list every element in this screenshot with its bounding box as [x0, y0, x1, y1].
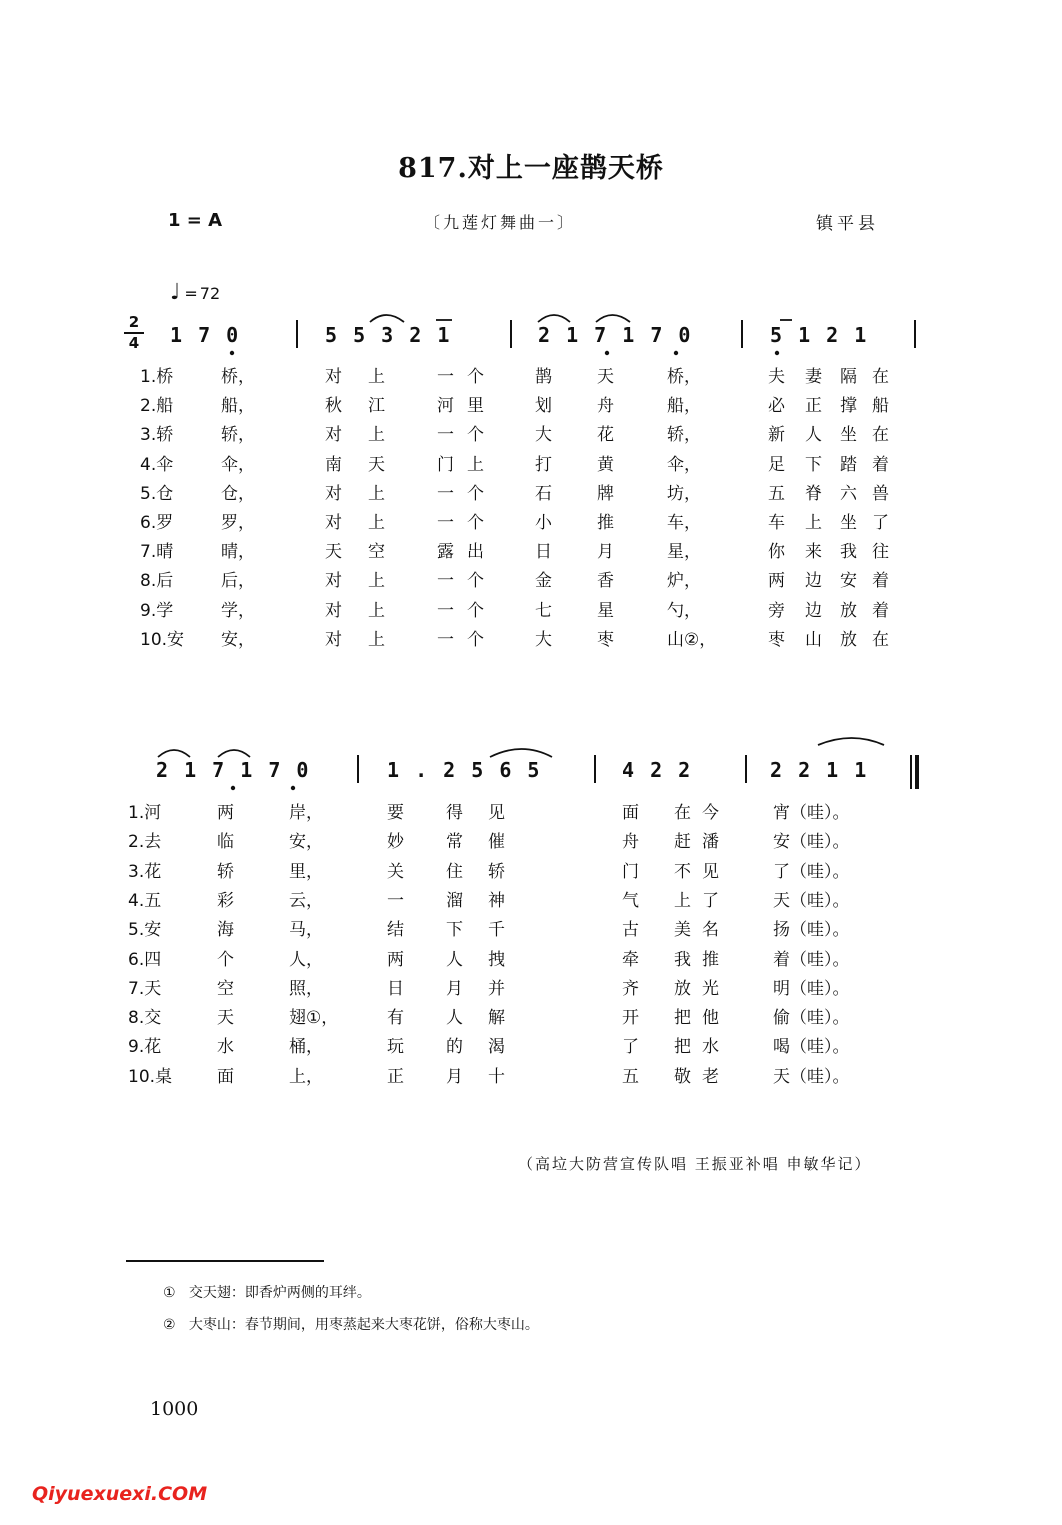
verse1-lyric: 晴，	[221, 542, 255, 563]
site-watermark: Qiyuexuexi.COM	[32, 1483, 208, 1505]
verse2-lyric: 五	[622, 1066, 639, 1087]
verse1-lyric: 一	[437, 600, 454, 621]
verse2-lyric: 安，	[289, 832, 323, 853]
verse2-lyric: 关	[387, 861, 404, 882]
verse2-lyric: 里，	[289, 861, 323, 882]
verse2-lyric: 月	[446, 1066, 463, 1087]
verse1-lyric: 6.罗	[140, 513, 174, 533]
verse2-lyric: 天（哇）。	[773, 890, 850, 911]
verse1-lyric: 打	[535, 454, 552, 475]
song-subtitle: 〔九莲灯舞曲一〕	[424, 213, 577, 232]
measure-1-4: 5 1 2 1	[770, 323, 869, 347]
verse1-lyric: 上	[368, 513, 385, 533]
verse1-lyric: 星	[597, 600, 614, 621]
verse1-lyric: 上	[467, 454, 484, 475]
footnote-divider	[126, 1260, 324, 1262]
verse2-lyric: 面	[622, 803, 639, 823]
verse2-lyric: 开	[622, 1008, 639, 1029]
measure-2-2: 1 . 2 5 6 5	[387, 758, 542, 782]
verse1-lyric: 一	[437, 483, 454, 504]
measure-1-2: 5 5 3 2 1	[325, 323, 452, 347]
verse1-lyric: 鹊	[535, 367, 552, 387]
verse2-lyric: 宵（哇）。	[773, 803, 850, 823]
verse1-lyric: 车，	[667, 513, 701, 533]
verse1-lyric: 对	[325, 629, 342, 650]
verse1-lyric: 一	[437, 629, 454, 650]
verse1-lyric: 往	[872, 542, 889, 563]
verse1-lyric: 着	[872, 600, 889, 621]
verse1-lyric: 在	[872, 629, 889, 650]
verse2-lyric: 十	[488, 1066, 505, 1087]
verse1-lyric: 对	[325, 367, 342, 387]
verse2-lyric: 见	[702, 861, 719, 882]
quarter-note-icon: ♩	[170, 280, 181, 305]
verse1-lyric: 星，	[667, 542, 701, 563]
verse1-lyric: 花	[597, 425, 614, 446]
verse2-lyric: 今	[702, 803, 719, 823]
region-label: 镇平县	[816, 214, 879, 234]
verse1-lyric: 坊，	[667, 483, 701, 504]
verse1-lyric: 伞，	[667, 454, 701, 475]
verse1-lyric: 下	[805, 454, 822, 475]
verse1-lyric: 勺，	[667, 600, 701, 621]
verse2-lyric: 岸，	[289, 803, 323, 823]
verse2-lyric: 住	[446, 861, 463, 882]
verse2-lyric: 正	[387, 1066, 404, 1087]
verse1-lyric: 对	[325, 571, 342, 592]
verse2-lyric: 喝（哇）。	[773, 1037, 850, 1058]
verse2-lyric: 明（哇）。	[773, 978, 850, 999]
verse2-lyric: 光	[702, 978, 719, 999]
verse1-lyric: 大	[535, 425, 552, 446]
verse2-lyric: 两	[217, 803, 234, 823]
verse1-lyric: 六	[840, 483, 857, 504]
verse2-lyric: 人，	[289, 949, 323, 970]
verse2-lyric: 上	[674, 890, 691, 911]
verse2-lyric: 照，	[289, 978, 323, 999]
verse1-lyric: 石	[535, 483, 552, 504]
verse1-lyric: 大	[535, 629, 552, 650]
key-signature: 1 = A	[168, 210, 223, 231]
verse2-lyric: 人	[446, 949, 463, 970]
time-signature: 2 4	[124, 314, 144, 352]
verse1-lyric: 后，	[221, 571, 255, 592]
verse2-lyric: 空	[217, 978, 234, 999]
verse2-lyric: 临	[217, 832, 234, 853]
verse2-lyric: 桶，	[289, 1037, 323, 1058]
verse2-lyric: 偷（哇）。	[773, 1008, 850, 1029]
verse1-lyric: 正	[805, 396, 822, 417]
verse2-lyric: 要	[387, 803, 404, 823]
verse1-lyric: 放	[840, 629, 857, 650]
footnote-1: ① 交天翅：即香炉两侧的耳绊。	[163, 1285, 371, 1301]
page-number: 1000	[150, 1398, 199, 1420]
verse1-lyric: 4.伞	[140, 454, 174, 475]
verse1-lyric: 黄	[597, 454, 614, 475]
verse1-lyric: 上	[368, 367, 385, 387]
verse2-lyric: 渴	[488, 1037, 505, 1058]
verse1-lyric: 划	[535, 396, 552, 417]
verse1-lyric: 船	[872, 396, 889, 417]
verse1-lyric: 车	[768, 513, 785, 533]
verse1-lyric: 学，	[221, 600, 255, 621]
verse1-lyric: 安，	[221, 629, 255, 650]
verse2-lyric: 妙	[387, 832, 404, 853]
verse1-lyric: 小	[535, 513, 552, 533]
verse1-lyric: 来	[805, 542, 822, 563]
verse1-lyric: 坐	[840, 513, 857, 533]
verse2-lyric: 敬	[674, 1066, 691, 1087]
verse1-lyric: 必	[768, 396, 785, 417]
verse2-lyric: 拽	[488, 949, 505, 970]
verse1-lyric: 河	[437, 396, 454, 417]
verse1-lyric: 在	[872, 367, 889, 387]
verse1-lyric: 舟	[597, 396, 614, 417]
verse1-lyric: 牌	[597, 483, 614, 504]
verse1-lyric: 桥，	[221, 367, 255, 387]
verse1-lyric: 撑	[840, 396, 857, 417]
verse2-lyric: 扬（哇）。	[773, 920, 850, 941]
verse1-lyric: 推	[597, 513, 614, 533]
verse1-lyric: 枣	[768, 629, 785, 650]
verse2-lyric: 上，	[289, 1066, 323, 1087]
verse1-lyric: 轿，	[221, 425, 255, 446]
verse2-lyric: 把	[674, 1037, 691, 1058]
verse2-lyric: 人	[446, 1008, 463, 1029]
verse1-lyric: 炉，	[667, 571, 701, 592]
verse1-lyric: 出	[467, 542, 484, 563]
verse1-lyric: 我	[840, 542, 857, 563]
verse1-lyric: 里	[467, 396, 484, 417]
verse1-lyric: 山②，	[667, 629, 717, 650]
verse2-lyric: 8.交	[128, 1008, 162, 1029]
song-title: 817.对上一座鹊天桥	[398, 153, 664, 184]
verse1-lyric: 人	[805, 425, 822, 446]
tempo-value: 72	[199, 284, 221, 303]
verse2-lyric: 有	[387, 1008, 404, 1029]
verse2-lyric: 天	[217, 1008, 234, 1029]
verse1-lyric: 对	[325, 425, 342, 446]
verse1-lyric: 上	[368, 483, 385, 504]
verse2-lyric: 了	[702, 890, 719, 911]
verse1-lyric: 船，	[667, 396, 701, 417]
verse2-lyric: 潘	[702, 832, 719, 853]
measure-2-3: 4 2 2	[622, 758, 693, 782]
verse1-lyric: 仓，	[221, 483, 255, 504]
verse1-lyric: 罗，	[221, 513, 255, 533]
verse1-lyric: 七	[535, 600, 552, 621]
verse1-lyric: 对	[325, 513, 342, 533]
verse2-lyric: 水	[217, 1037, 234, 1058]
verse1-lyric: 8.后	[140, 571, 174, 592]
verse1-lyric: 两	[768, 571, 785, 592]
verse1-lyric: 边	[805, 571, 822, 592]
verse1-lyric: 了	[872, 513, 889, 533]
verse2-lyric: 把	[674, 1008, 691, 1029]
verse2-lyric: 在	[674, 803, 691, 823]
verse2-lyric: 见	[488, 803, 505, 823]
verse2-lyric: 一	[387, 890, 404, 911]
measure-1-1: 1 7 0	[170, 323, 241, 347]
verse1-lyric: 上	[368, 629, 385, 650]
verse2-lyric: 结	[387, 920, 404, 941]
verse1-lyric: 踏	[840, 454, 857, 475]
performer-credit: （高垃大防营宣传队唱 王振亚补唱 申敏华记）	[518, 1155, 872, 1173]
verse2-lyric: 云，	[289, 890, 323, 911]
verse1-lyric: 新	[768, 425, 785, 446]
verse2-lyric: 海	[217, 920, 234, 941]
verse1-lyric: 一	[437, 425, 454, 446]
verse2-lyric: 并	[488, 978, 505, 999]
verse1-lyric: 着	[872, 454, 889, 475]
verse2-lyric: 着（哇）。	[773, 949, 850, 970]
verse2-lyric: 面	[217, 1066, 234, 1087]
verse1-lyric: 天	[325, 542, 342, 563]
verse2-lyric: 齐	[622, 978, 639, 999]
verse1-lyric: 隔	[840, 367, 857, 387]
verse1-lyric: 露	[437, 542, 454, 563]
verse1-lyric: 南	[325, 454, 342, 475]
verse1-lyric: 山	[805, 629, 822, 650]
verse1-lyric: 一	[437, 367, 454, 387]
verse1-lyric: 一	[437, 513, 454, 533]
verse1-lyric: 坐	[840, 425, 857, 446]
verse2-lyric: 了	[622, 1037, 639, 1058]
verse1-lyric: 伞，	[221, 454, 255, 475]
verse1-lyric: 10.安	[140, 629, 185, 650]
verse2-lyric: 安（哇）。	[773, 832, 850, 853]
verse1-lyric: 一	[437, 571, 454, 592]
verse1-lyric: 9.学	[140, 600, 174, 621]
verse2-lyric: 两	[387, 949, 404, 970]
verse2-lyric: 下	[446, 920, 463, 941]
verse2-lyric: 轿	[488, 861, 505, 882]
verse2-lyric: 不	[674, 861, 691, 882]
verse1-lyric: 3.轿	[140, 425, 174, 446]
verse2-lyric: 的	[446, 1037, 463, 1058]
verse2-lyric: 彩	[217, 890, 234, 911]
verse2-lyric: 溜	[446, 890, 463, 911]
verse2-lyric: 牵	[622, 949, 639, 970]
verse1-lyric: 你	[768, 542, 785, 563]
verse1-lyric: 天	[597, 367, 614, 387]
verse2-lyric: 解	[488, 1008, 505, 1029]
verse2-lyric: 翅①，	[289, 1008, 339, 1029]
verse2-lyric: 了（哇）。	[773, 861, 850, 882]
verse1-lyric: 江	[368, 396, 385, 417]
verse1-lyric: 秋	[325, 396, 342, 417]
verse2-lyric: 个	[217, 949, 234, 970]
verse2-lyric: 日	[387, 978, 404, 999]
verse2-lyric: 推	[702, 949, 719, 970]
verse1-lyric: 对	[325, 600, 342, 621]
verse2-lyric: 10.桌	[128, 1066, 173, 1087]
verse1-lyric: 个	[467, 629, 484, 650]
verse1-lyric: 安	[840, 571, 857, 592]
measure-1-3: 2 1 7 1 7 0	[538, 323, 693, 347]
verse1-lyric: 门	[437, 454, 454, 475]
verse1-lyric: 个	[467, 571, 484, 592]
verse2-lyric: 1.河	[128, 803, 162, 823]
verse2-lyric: 老	[702, 1066, 719, 1087]
verse2-lyric: 轿	[217, 861, 234, 882]
verse2-lyric: 4.五	[128, 890, 162, 911]
verse2-lyric: 9.花	[128, 1037, 162, 1058]
verse1-lyric: 7.晴	[140, 542, 174, 563]
verse1-lyric: 上	[368, 571, 385, 592]
verse1-lyric: 个	[467, 425, 484, 446]
verse2-lyric: 5.安	[128, 920, 162, 941]
verse1-lyric: 枣	[597, 629, 614, 650]
verse1-lyric: 五	[768, 483, 785, 504]
measure-2-4: 2 2 1 1	[770, 758, 869, 782]
verse2-lyric: 气	[622, 890, 639, 911]
verse1-lyric: 轿，	[667, 425, 701, 446]
verse2-lyric: 3.花	[128, 861, 162, 882]
verse1-lyric: 上	[805, 513, 822, 533]
verse2-lyric: 得	[446, 803, 463, 823]
verse2-lyric: 2.去	[128, 832, 162, 853]
verse1-lyric: 5.仓	[140, 483, 174, 504]
verse2-lyric: 名	[702, 920, 719, 941]
verse2-lyric: 水	[702, 1037, 719, 1058]
verse1-lyric: 2.船	[140, 396, 174, 417]
verse2-lyric: 玩	[387, 1037, 404, 1058]
verse1-lyric: 兽	[872, 483, 889, 504]
measure-2-1: 2 1 7 1 7 0	[156, 758, 311, 782]
verse2-lyric: 6.四	[128, 949, 162, 970]
verse2-lyric: 千	[488, 920, 505, 941]
verse2-lyric: 催	[488, 832, 505, 853]
verse1-lyric: 空	[368, 542, 385, 563]
verse1-lyric: 金	[535, 571, 552, 592]
verse2-lyric: 古	[622, 920, 639, 941]
verse1-lyric: 天	[368, 454, 385, 475]
verse1-lyric: 对	[325, 483, 342, 504]
verse2-lyric: 月	[446, 978, 463, 999]
verse1-lyric: 个	[467, 483, 484, 504]
verse1-lyric: 月	[597, 542, 614, 563]
verse1-lyric: 上	[368, 600, 385, 621]
verse2-lyric: 神	[488, 890, 505, 911]
verse2-lyric: 门	[622, 861, 639, 882]
verse1-lyric: 个	[467, 600, 484, 621]
footnote-2: ② 大枣山：春节期间，用枣蒸起来大枣花饼，俗称大枣山。	[163, 1317, 539, 1333]
verse2-lyric: 放	[674, 978, 691, 999]
verse1-lyric: 夫	[768, 367, 785, 387]
verse2-lyric: 舟	[622, 832, 639, 853]
verse2-lyric: 天（哇）。	[773, 1066, 850, 1087]
verse1-lyric: 船，	[221, 396, 255, 417]
verse1-lyric: 妻	[805, 367, 822, 387]
verse1-lyric: 在	[872, 425, 889, 446]
verse1-lyric: 着	[872, 571, 889, 592]
verse1-lyric: 个	[467, 513, 484, 533]
verse1-lyric: 旁	[768, 600, 785, 621]
tempo-marking: ♩ = 72	[170, 280, 221, 305]
verse2-lyric: 赶	[674, 832, 691, 853]
verse2-lyric: 美	[674, 920, 691, 941]
verse1-lyric: 1.桥	[140, 367, 174, 387]
verse1-lyric: 脊	[805, 483, 822, 504]
verse1-lyric: 个	[467, 367, 484, 387]
verse2-lyric: 7.天	[128, 978, 162, 999]
verse2-lyric: 我	[674, 949, 691, 970]
verse2-lyric: 他	[702, 1008, 719, 1029]
verse1-lyric: 边	[805, 600, 822, 621]
verse2-lyric: 马，	[289, 920, 323, 941]
verse1-lyric: 上	[368, 425, 385, 446]
verse1-lyric: 香	[597, 571, 614, 592]
verse2-lyric: 常	[446, 832, 463, 853]
verse1-lyric: 放	[840, 600, 857, 621]
verse1-lyric: 桥，	[667, 367, 701, 387]
verse1-lyric: 足	[768, 454, 785, 475]
verse1-lyric: 日	[535, 542, 552, 563]
